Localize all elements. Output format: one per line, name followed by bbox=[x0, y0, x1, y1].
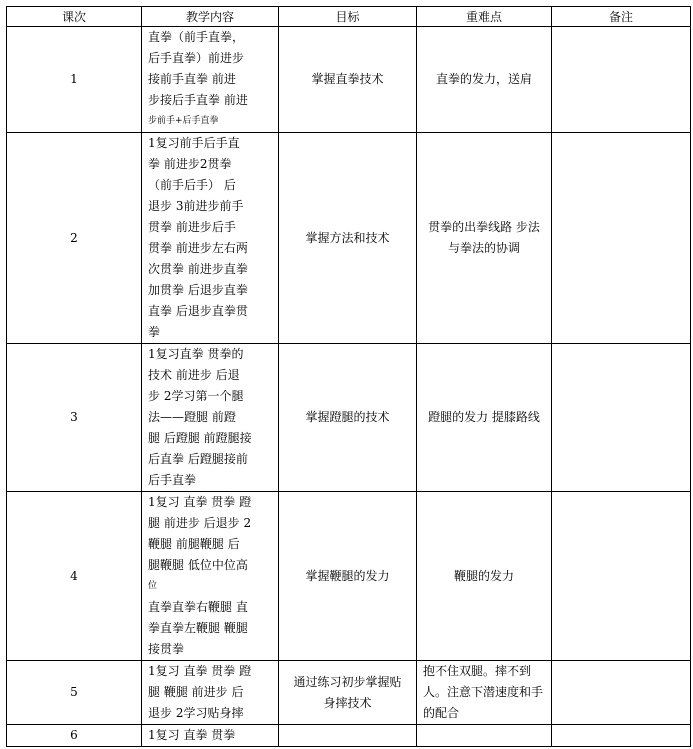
content-line: 1复习直拳 贯拳的 bbox=[148, 347, 244, 361]
teaching-content bbox=[142, 661, 279, 725]
header-notes: 备注 bbox=[552, 7, 691, 27]
header-goal: 目标 bbox=[279, 7, 417, 27]
lesson-key-difficulty: 鞭腿的发力 bbox=[417, 492, 552, 661]
table-row bbox=[7, 725, 691, 747]
lesson-note bbox=[552, 661, 691, 725]
content-line: 贯拳 前进步左右两 bbox=[148, 241, 248, 255]
content-line: 腿鞭腿 低位中位高 bbox=[148, 558, 248, 572]
content-line: 1复习前手后手直 bbox=[148, 136, 240, 150]
lesson-note bbox=[552, 492, 691, 661]
content-line: 退步 2学习贴身摔 bbox=[148, 706, 244, 720]
content-line: 退步 3前进步前手 bbox=[148, 199, 244, 213]
content-line: 拳直拳左鞭腿 鞭腿 bbox=[148, 621, 248, 635]
content-line: 贯拳 前进步后手 bbox=[148, 220, 236, 234]
lesson-goal: 掌握方法和技术 bbox=[279, 133, 417, 344]
lesson-number: 3 bbox=[7, 344, 142, 492]
content-line: 加贯拳 后退步直拳 bbox=[148, 283, 248, 297]
lesson-goal: 通过练习初步掌握贴身摔技术 bbox=[279, 661, 417, 725]
content-line: 直拳（前手直拳， bbox=[148, 30, 245, 44]
lesson-note bbox=[552, 725, 691, 747]
content-line: 拳 前进步2贯拳 bbox=[148, 157, 232, 171]
table-row bbox=[7, 133, 691, 344]
content-line: 接贯拳 bbox=[148, 642, 185, 656]
teaching-content bbox=[142, 133, 279, 344]
content-line: 步接后手直拳 前进 bbox=[148, 93, 248, 107]
lesson-goal: 掌握鞭腿的发力 bbox=[279, 492, 417, 661]
lesson-number: 4 bbox=[7, 492, 142, 661]
teaching-content bbox=[142, 492, 279, 661]
content-line: 法——蹬腿 前蹬 bbox=[148, 410, 236, 424]
lesson-goal: 掌握直拳技术 bbox=[279, 27, 417, 133]
table-row bbox=[7, 492, 691, 661]
header-lesson-number: 课次 bbox=[7, 7, 142, 27]
lesson-number: 1 bbox=[7, 27, 142, 133]
lesson-goal: 掌握蹬腿的技术 bbox=[279, 344, 417, 492]
content-line: 后手直拳 bbox=[148, 473, 197, 487]
lesson-goal bbox=[279, 725, 417, 747]
teaching-content bbox=[142, 344, 279, 492]
lesson-key-difficulty bbox=[417, 725, 552, 747]
content-line: 技术 前进步 后退 bbox=[148, 368, 240, 382]
header-key-difficulty: 重难点 bbox=[417, 7, 552, 27]
lesson-key-difficulty: 贯拳的出拳线路 步法与拳法的协调 bbox=[417, 133, 552, 344]
content-line: 1复习 直拳 贯拳 bbox=[148, 728, 236, 742]
table-row bbox=[7, 27, 691, 133]
content-line: 拳 bbox=[148, 325, 161, 339]
lesson-key-difficulty: 蹬腿的发力 提膝路线 bbox=[417, 344, 552, 492]
lesson-note bbox=[552, 133, 691, 344]
content-line: 直拳 后退步直拳贯 bbox=[148, 304, 248, 318]
lesson-key-difficulty: 抱不住双腿。摔不到人。注意下潜速度和手的配合 bbox=[417, 661, 552, 725]
content-line: 腿 鞭腿 前进步 后 bbox=[148, 685, 244, 699]
lesson-key-difficulty: 直拳的发力，送肩 bbox=[417, 27, 552, 133]
lesson-number: 6 bbox=[7, 725, 142, 747]
lesson-note bbox=[552, 27, 691, 133]
content-line: 鞭腿 前腿鞭腿 后 bbox=[148, 537, 240, 551]
content-line: 步前手+后手直拳 bbox=[148, 116, 219, 126]
lesson-plan-table bbox=[6, 6, 691, 747]
content-line: 后直拳 后蹬腿接前 bbox=[148, 452, 248, 466]
lesson-number: 5 bbox=[7, 661, 142, 725]
content-line: 1复习 直拳 贯拳 蹬 bbox=[148, 664, 252, 678]
content-line: 直拳直拳右鞭腿 直 bbox=[148, 600, 248, 614]
teaching-content bbox=[142, 725, 279, 747]
table-row bbox=[7, 661, 691, 725]
lesson-note bbox=[552, 344, 691, 492]
lesson-number: 2 bbox=[7, 133, 142, 344]
content-line: 腿 后蹬腿 前蹬腿接 bbox=[148, 431, 252, 445]
content-line: 位 bbox=[148, 581, 158, 591]
content-line: （前手后手） 后 bbox=[148, 178, 236, 192]
teaching-content bbox=[142, 27, 279, 133]
content-line: 1复习 直拳 贯拳 蹬 bbox=[148, 495, 252, 509]
content-line: 腿 前进步 后退步 2 bbox=[148, 516, 252, 530]
content-line: 步 2学习第一个腿 bbox=[148, 389, 244, 403]
content-line: 后手直拳）前进步 bbox=[148, 51, 245, 65]
table-header-row bbox=[7, 7, 691, 27]
table-row bbox=[7, 344, 691, 492]
header-teaching-content: 教学内容 bbox=[142, 7, 279, 27]
content-line: 接前手直拳 前进 bbox=[148, 72, 236, 86]
content-line: 次贯拳 前进步直拳 bbox=[148, 262, 248, 276]
